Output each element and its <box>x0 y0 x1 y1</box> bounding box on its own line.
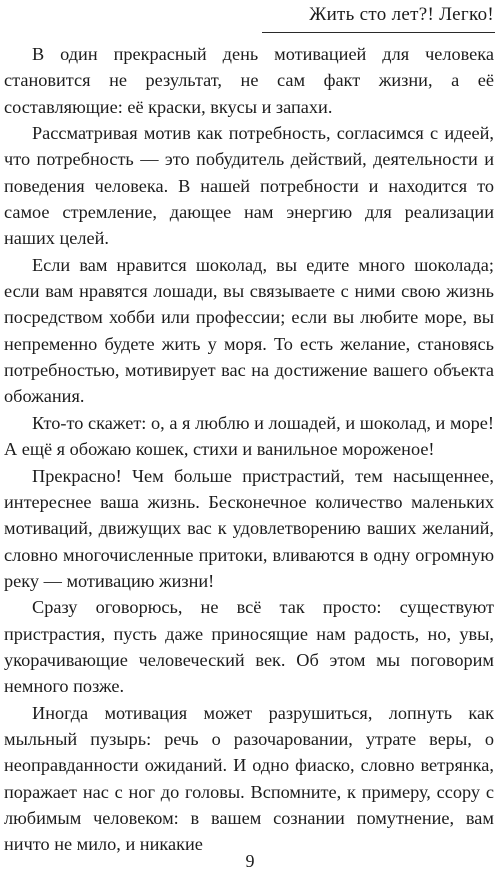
running-header: Жить сто лет?! Легко! <box>309 4 494 25</box>
paragraph: Прекрасно! Чем больше пристрастий, тем насыщеннее, интереснее ваша жизнь. Бесконечное количество маленьких мотиваций, движущих вас к удовлетворению ваших желаний, словно многочисленные притоки, вливаются в одну огромную реку — мотивацию жизни! <box>4 465 494 591</box>
paragraph: В один прекрасный день мотивацией для человека становится не результат, не сам факт жизни, а её составляющие: её краски, вкусы и запахи. <box>4 44 494 117</box>
body-text <box>4 41 494 858</box>
page-number: 9 <box>245 851 255 871</box>
paragraph: Кто-то скажет: о, а я люблю и лошадей, и шоколад, и море! А ещё я обожаю кошек, стихи и ванильное мороженое! <box>4 412 494 460</box>
paragraph: Рассматривая мотив как потребность, согласимся с идеей, что потребность — это побудитель действий, деятельности и поведения человека. В нашей потребности и находится то самое стремление, дающее нам энергию для реализации наших целей. <box>4 123 494 249</box>
paragraph: Иногда мотивация может разрушиться, лопнуть как мыльный пузырь: речь о разочаровании, утрате веры, о неоправданности ожиданий. И одно фиаско, словно ветрянка, поражает нас с ног до головы. Вспомните, к примеру, ссору с любимым человеком: в вашем сознании помутнение, вам ничто не мило, и никакие <box>4 702 494 855</box>
header-rule <box>262 32 495 33</box>
paragraph: Сразу оговорюсь, не всё так просто: существуют пристрастия, пусть даже приносящие нам радость, но, увы, укорачивающие человеческий век. Об этом мы поговорим немного позже. <box>4 597 494 697</box>
paragraph: Если вам нравится шоколад, вы едите много шоколада; если вам нравятся лошади, вы связываете с ними свою жизнь посредством хобби или профессии; если вы любите море, вы непременно будете жить у моря. То есть желание, становясь потребностью, мотивирует вас на достижение вашего объекта обожания. <box>4 254 494 407</box>
